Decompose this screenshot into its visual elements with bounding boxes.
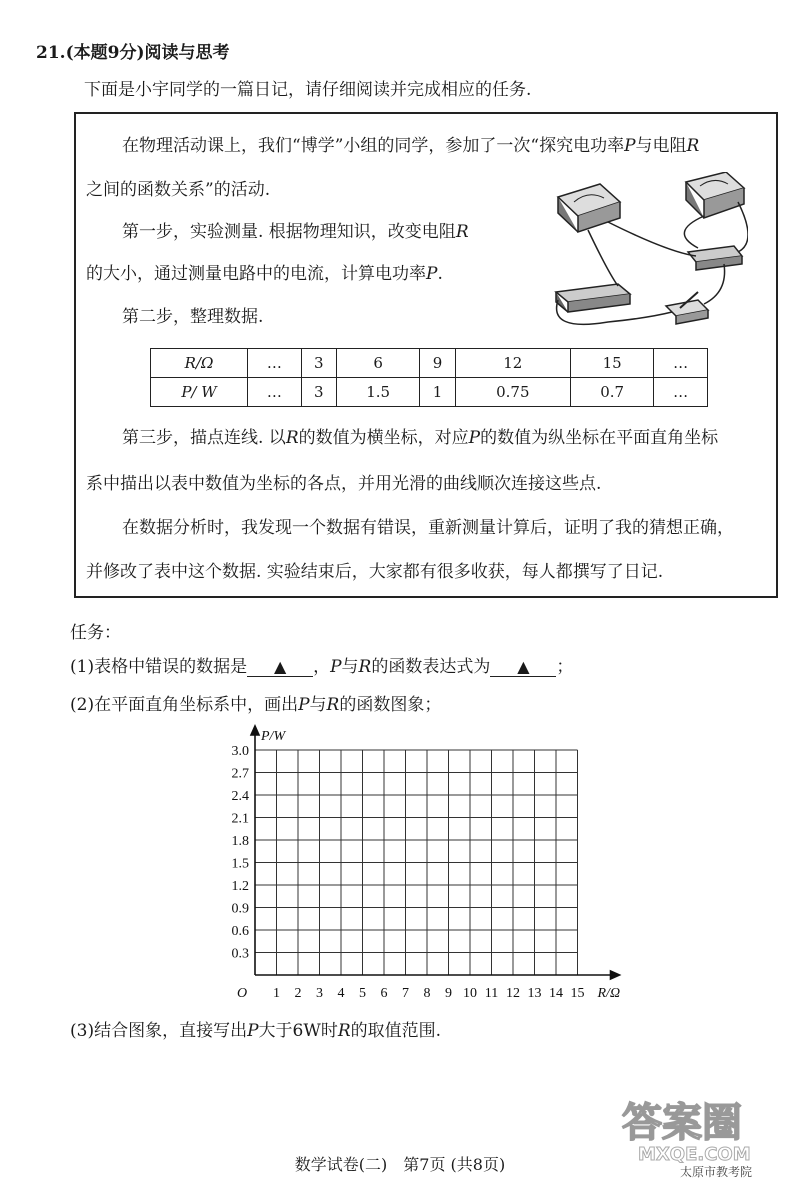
table-cell: 12 <box>455 349 570 378</box>
diary-paragraph-1 <box>122 134 699 158</box>
task-text: 的取值范围. <box>350 1021 442 1041</box>
task-text: 的函数表达式为 <box>371 657 491 677</box>
x-axis-arrow <box>611 971 620 979</box>
x-axis-label: R/Ω <box>597 986 621 1001</box>
x-tick-label: 14 <box>549 986 563 1001</box>
diary-text: 与电阻 <box>635 136 687 156</box>
task-text: (2)在平面直角坐标系中，画出 <box>70 695 299 715</box>
task-text: 与 <box>341 657 359 677</box>
y-tick-label: 0.3 <box>231 946 249 962</box>
table-cell: P/ W <box>151 378 248 407</box>
x-tick-label: 5 <box>359 986 366 1001</box>
x-tick-label: 9 <box>445 986 452 1001</box>
table-cell: … <box>654 349 708 378</box>
answer-blank-1[interactable]: ▲ <box>247 658 313 677</box>
y-tick-label: 2.1 <box>231 811 249 827</box>
diary-text: 的大小，通过测量电路中的电流，计算电功率 <box>86 264 426 284</box>
task-text: 的函数图象； <box>339 695 442 715</box>
x-tick-label: 4 <box>337 986 345 1001</box>
watermark-text: 答案圈 <box>622 1100 742 1146</box>
table-row-power <box>151 378 708 407</box>
task-text: (1)表格中错误的数据是 <box>70 657 248 677</box>
table-cell: 0.7 <box>570 378 653 407</box>
table-cell: … <box>248 349 302 378</box>
data-table <box>150 348 708 407</box>
y-tick-label: 3.0 <box>231 744 249 759</box>
x-tick-label: 8 <box>423 986 431 1001</box>
diary-paragraph-2-cont <box>86 262 443 286</box>
task-text: ； <box>556 657 574 677</box>
watermark-url: MXQE.COM <box>638 1144 751 1165</box>
task-1 <box>70 652 573 677</box>
y-tick-label: 1.2 <box>231 879 249 894</box>
task-text: (3)结合图象，直接写出 <box>70 1021 248 1041</box>
table-cell: 0.75 <box>455 378 570 407</box>
task-3 <box>70 1016 441 1041</box>
var-p: P <box>426 264 438 284</box>
y-tick-label: 0.6 <box>231 924 249 939</box>
x-tick-label: 12 <box>506 986 520 1001</box>
table-cell: 15 <box>570 349 653 378</box>
y-tick-label: 1.8 <box>231 834 249 849</box>
var-p: P <box>624 136 636 156</box>
task-text: ， <box>313 657 331 677</box>
diary-text: 第一步，实验测量. 根据物理知识，改变电阻 <box>122 222 456 242</box>
x-tick-label: 11 <box>484 986 499 1001</box>
table-cell: 3 <box>301 349 336 378</box>
diary-text: 第三步，描点连线. 以 <box>122 428 286 448</box>
diary-paragraph-1-cont: 之间的函数关系”的活动. <box>86 180 271 200</box>
circuit-apparatus-illustration <box>548 172 748 332</box>
x-tick-label: 15 <box>570 986 585 1001</box>
var-p: P <box>298 695 310 715</box>
x-tick-label: 13 <box>527 986 542 1001</box>
question-number: 21. <box>36 43 66 63</box>
y-tick-label: 0.9 <box>231 901 249 917</box>
diary-paragraph-5: 在数据分析时，我发现一个数据有错误，重新测量计算后，证明了我的猜想正确， <box>122 518 734 538</box>
y-tick-label: 2.7 <box>231 766 249 782</box>
task-2 <box>70 690 441 715</box>
watermark-org: 太原市教考院 <box>680 1165 753 1179</box>
var-r: R <box>285 428 299 448</box>
var-r: R <box>358 657 372 677</box>
diary-text: 的数值为纵坐标在平面直角坐标 <box>480 428 719 448</box>
x-tick-label: 10 <box>463 986 477 1001</box>
diary-paragraph-4 <box>122 426 718 450</box>
table-cell: … <box>248 378 302 407</box>
table-cell: 1.5 <box>336 378 419 407</box>
question-title <box>36 38 230 63</box>
table-cell: 1 <box>420 378 455 407</box>
diary-paragraph-2 <box>122 220 469 244</box>
y-axis-arrow <box>251 726 259 735</box>
coordinate-grid[interactable] <box>215 722 645 1002</box>
var-r: R <box>455 222 469 242</box>
table-cell: 3 <box>301 378 336 407</box>
task-text: 与 <box>309 695 327 715</box>
y-axis-label: P/W <box>261 729 286 744</box>
answer-blank-2[interactable]: ▲ <box>490 658 556 677</box>
table-cell: R/Ω <box>151 349 248 378</box>
table-cell: 9 <box>420 349 455 378</box>
origin-label: O <box>237 986 248 1001</box>
table-cell: … <box>654 378 708 407</box>
question-title-text: (本题9分)阅读与思考 <box>65 43 230 63</box>
var-p: P <box>247 1021 259 1041</box>
y-tick-label: 2.4 <box>231 789 249 804</box>
tasks-heading: 任务： <box>70 623 121 643</box>
x-tick-label: 2 <box>294 986 302 1001</box>
diary-paragraph-4-cont: 系中描出以表中数值为坐标的各点，并用光滑的曲线顺次连接这些点. <box>86 474 602 494</box>
var-r: R <box>337 1021 351 1041</box>
var-p: P <box>468 428 481 448</box>
var-r: R <box>326 695 340 715</box>
diary-paragraph-5-cont: 并修改了表中这个数据. 实验结束后，大家都有很多收获，每人都撰写了日记. <box>86 562 664 582</box>
diary-text: 在物理活动课上，我们“博学”小组的同学，参加了一次“探究电功率 <box>122 136 625 156</box>
task-text: 大于6W时 <box>258 1021 338 1041</box>
diary-text: . <box>437 264 443 284</box>
x-tick-label: 7 <box>402 986 409 1001</box>
y-tick-label: 1.5 <box>231 856 249 872</box>
table-cell: 6 <box>336 349 419 378</box>
diary-text: 的数值为横坐标，对应 <box>298 428 469 448</box>
page-footer: 数学试卷(二) 第7页 (共8页) <box>294 1155 506 1174</box>
x-tick-label: 3 <box>316 986 323 1001</box>
table-row-resistance <box>151 349 708 378</box>
x-tick-label: 6 <box>380 986 388 1001</box>
diary-paragraph-3: 第二步，整理数据. <box>122 307 264 327</box>
var-p: P <box>330 657 342 677</box>
var-r: R <box>686 136 700 156</box>
x-tick-label: 1 <box>273 986 280 1001</box>
question-intro: 下面是小宇同学的一篇日记，请仔细阅读并完成相应的任务. <box>84 80 532 100</box>
